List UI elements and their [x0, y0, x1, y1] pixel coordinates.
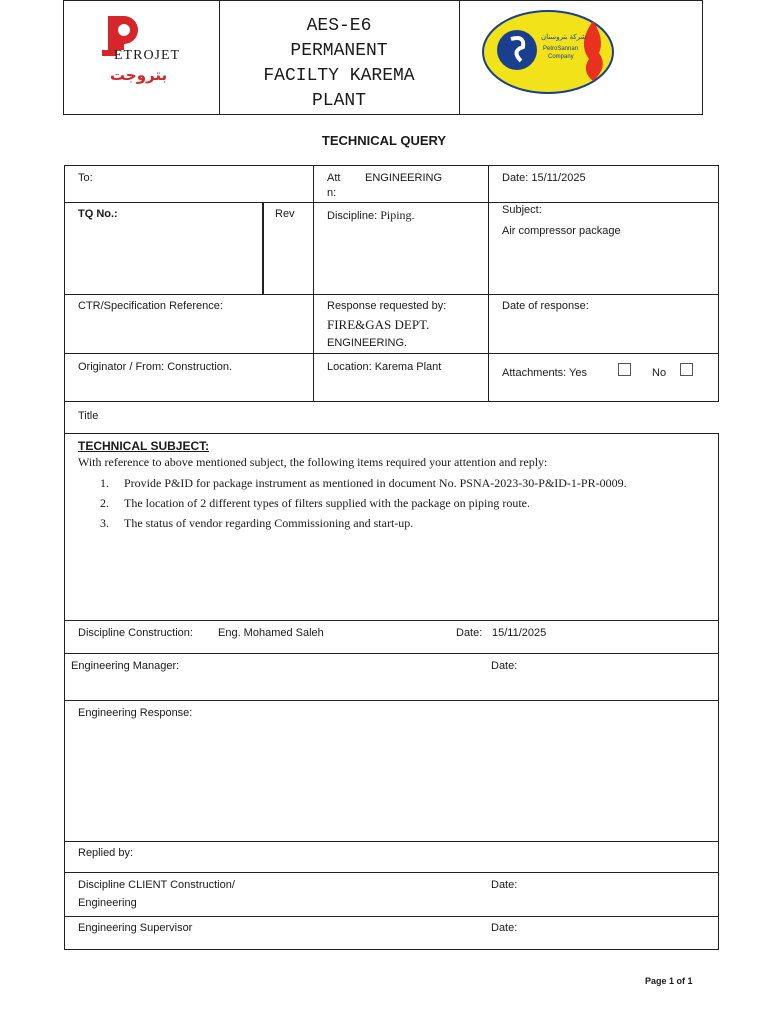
petrosannan-logo [481, 9, 617, 95]
header-title [219, 14, 459, 114]
response-requested-value-1: FIRE&GAS DEPT. [327, 317, 430, 332]
petrosannan-logo-icon [481, 9, 617, 95]
att-label-2: n: [327, 187, 337, 199]
response-requested-label: Response requested by: [327, 300, 447, 312]
petrosannan-arabic: شركة بتروسنان [541, 34, 587, 41]
technical-item: 1. Provide P&ID for package instrument as mentioned in document No. PSNA-2023-30-P&ID-1-PR-0009. [100, 476, 627, 490]
header-title-line-2: PERMANENT [290, 41, 388, 61]
attachments-label: Attachments: Yes [502, 367, 587, 379]
client-construction-date-label: Date: [491, 879, 518, 891]
discipline-label [327, 208, 415, 223]
technical-items-list [78, 473, 708, 533]
form-col-line-tq [262, 202, 264, 294]
tq-number-label: TQ No.: [78, 208, 118, 220]
technical-subject-intro: With reference to above mentioned subject, the following items required your attention and reply: [78, 455, 548, 469]
signoff-line-1 [64, 620, 719, 621]
title-left-border [64, 402, 65, 433]
form-row-line-2 [64, 294, 719, 295]
engineering-manager-date-label: Date: [491, 660, 518, 672]
technical-item: 3. The status of vendor regarding Commissioning and start-up. [100, 516, 414, 530]
petrosannan-en-line1: PetroSannan [543, 46, 579, 52]
discipline-value: Piping. [380, 208, 415, 222]
originator-label: Originator / From: Construction. [78, 361, 233, 373]
form-row-line-1 [64, 202, 719, 203]
petrojet-logo-text: ETROJET [114, 48, 181, 63]
document-title: TECHNICAL QUERY [321, 133, 447, 148]
form-col-line-1 [313, 165, 314, 402]
signoff-line-6 [64, 916, 719, 917]
ctr-reference-label: CTR/Specification Reference: [78, 300, 223, 312]
engineering-manager-label: Engineering Manager: [71, 660, 180, 672]
client-construction-label-1: Discipline CLIENT Construction/ [78, 879, 235, 891]
response-requested-value-2: ENGINEERING. [327, 337, 408, 349]
subject-label: Subject: [502, 204, 542, 216]
form-row-line-3 [64, 353, 719, 354]
form-col-line-2 [488, 165, 489, 402]
discipline-construction-label: Discipline Construction: [78, 627, 193, 639]
petrojet-logo [100, 14, 196, 84]
date-of-response-label: Date of response: [502, 300, 589, 312]
header-title-line-3: FACILTY KAREMA [263, 66, 415, 86]
attachments-yes-checkbox[interactable] [618, 363, 631, 376]
subject-value: Air compressor package [502, 225, 621, 237]
engineering-response-label: Engineering Response: [78, 707, 193, 719]
technical-item: 2. The location of 2 different types of filters supplied with the package on piping route. [100, 496, 531, 510]
header-divider-2 [459, 0, 460, 115]
signoff-line-4 [64, 841, 719, 842]
to-label: To: [78, 172, 93, 184]
discipline-label-text: Discipline: [327, 210, 378, 222]
signoff-line-2 [64, 653, 719, 654]
header-title-line-1: AES-E6 [306, 16, 372, 36]
signoff-line-5 [64, 872, 719, 873]
attachments-no-checkbox[interactable] [680, 363, 693, 376]
technical-subject-heading: TECHNICAL SUBJECT: [78, 439, 210, 453]
location-label: Location: Karema Plant [327, 361, 442, 373]
title-label: Title [78, 410, 99, 422]
replied-by-label: Replied by: [78, 847, 134, 859]
client-construction-label-2: Engineering [78, 897, 137, 909]
petrosannan-en-line2: Company [548, 54, 574, 60]
discipline-construction-name: Eng. Mohamed Saleh [218, 627, 324, 639]
att-label: Att [327, 172, 341, 184]
header-title-line-4: PLANT [311, 91, 366, 111]
petrojet-logo-arabic: بتروجت [110, 67, 168, 84]
page-number: Page 1 of 1 [645, 976, 693, 986]
rev-label: Rev [275, 208, 295, 220]
discipline-construction-date-label: Date: [456, 627, 483, 639]
attachments-no-label: No [652, 367, 667, 379]
att-value: ENGINEERING [365, 172, 443, 184]
signoff-line-3 [64, 700, 719, 701]
engineering-supervisor-date-label: Date: [491, 922, 518, 934]
engineering-supervisor-label: Engineering Supervisor [78, 922, 193, 934]
discipline-construction-date: 15/11/2025 [492, 627, 547, 639]
date-label: Date: 15/11/2025 [502, 172, 586, 184]
